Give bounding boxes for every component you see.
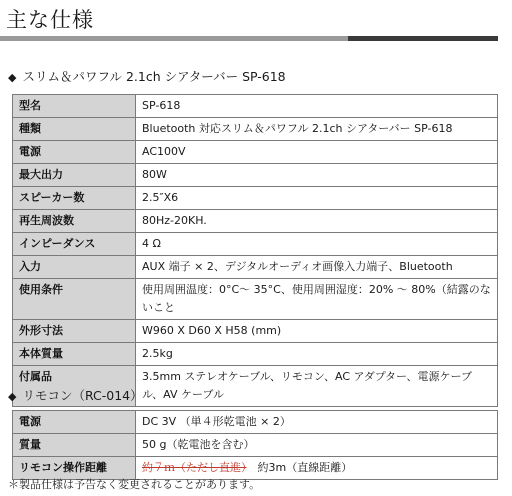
spec-key: 使用条件 [13, 279, 136, 320]
table-row [13, 233, 498, 256]
spec-value: DC 3V （単４形乾電池 × 2） [136, 411, 498, 434]
remote-spec-table [12, 410, 498, 480]
spec-table [12, 94, 498, 407]
spec-key: スピーカー数 [13, 187, 136, 210]
table-row [13, 210, 498, 233]
section-heading-text: スリム＆パワフル 2.1ch シアターバー SP-618 [22, 69, 286, 84]
struck-old-value: 約７ｍ（ただし直進） [142, 461, 247, 474]
section-heading-remote [8, 386, 143, 404]
spec-value: W960 X D60 X H58 (mm) [136, 320, 498, 343]
spec-key: 型名 [13, 95, 136, 118]
corrected-value: 約3m（直線距離） [257, 461, 353, 474]
spec-key: インピーダンス [13, 233, 136, 256]
table-row [13, 141, 498, 164]
table-row [13, 411, 498, 434]
table-row [13, 434, 498, 457]
table-row [13, 95, 498, 118]
table-row [13, 320, 498, 343]
spec-value: 3.5mm ステレオケーブル、リモコン、AC アダプター、電源ケーブル、AV ケーブル [136, 366, 498, 407]
spec-value: 80Hz-20KH. [136, 210, 498, 233]
title-underline-accent [348, 36, 498, 41]
table-row [13, 187, 498, 210]
table-row [13, 279, 498, 320]
section-heading-text: リモコン（RC-014） [22, 388, 143, 403]
spec-key: 電源 [13, 141, 136, 164]
spec-value: 4 Ω [136, 233, 498, 256]
spec-key: 付属品 [13, 366, 136, 407]
spec-value: AUX 端子 × 2、デジタルオーディオ画像入力端子、Bluetooth [136, 256, 498, 279]
spec-value: 50 g（乾電池を含む） [136, 434, 498, 457]
title-underline [0, 36, 498, 41]
table-row [13, 164, 498, 187]
spec-key: 種類 [13, 118, 136, 141]
spec-value: 使用周囲温度：0°C～ 35°C、使用周囲湿度：20% ～ 80%（結露のないこと [136, 279, 498, 320]
spec-value: SP-618 [136, 95, 498, 118]
spec-key: リモコン操作距離 [13, 457, 136, 480]
table-row [13, 118, 498, 141]
spec-key: 再生周波数 [13, 210, 136, 233]
spec-value: 2.5kg [136, 343, 498, 366]
section-heading-main-unit [8, 67, 286, 85]
spec-key: 入力 [13, 256, 136, 279]
page-title: 主な仕様 [6, 8, 94, 32]
table-row [13, 343, 498, 366]
footnote: ＊製品仕様は予告なく変更されることがあります。 [8, 478, 261, 491]
spec-key: 外形寸法 [13, 320, 136, 343]
table-row [13, 256, 498, 279]
spec-key: 本体質量 [13, 343, 136, 366]
spec-key: 質量 [13, 434, 136, 457]
spec-key: 電源 [13, 411, 136, 434]
diamond-bullet-icon: ◆ [8, 390, 17, 403]
spec-key: 最大出力 [13, 164, 136, 187]
spec-value: Bluetooth 対応スリム＆パワフル 2.1ch シアターバー SP-618 [136, 118, 498, 141]
spec-value: AC100V [136, 141, 498, 164]
spec-value: 2.5″X6 [136, 187, 498, 210]
spec-value: 80W [136, 164, 498, 187]
diamond-bullet-icon: ◆ [8, 71, 17, 84]
